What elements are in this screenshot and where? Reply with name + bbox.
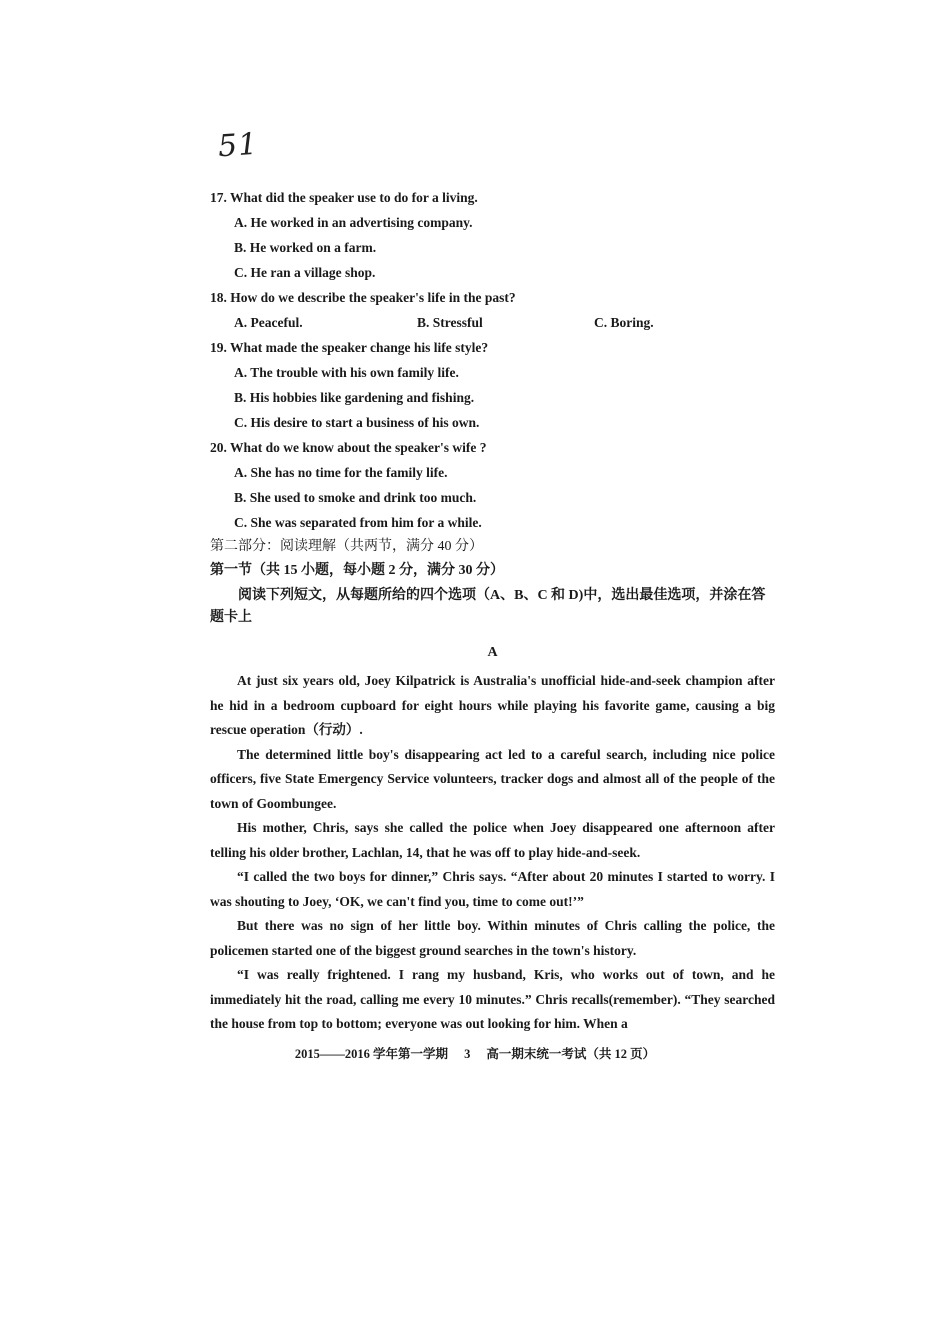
page-footer (0, 1044, 950, 1062)
page-content (210, 185, 775, 1037)
passage-paragraph: But there was no sign of her little boy. Within minutes of Chris calling the police, the policemen started one of the biggest ground searches in the town's history. (210, 918, 775, 958)
question-text: How do we describe the speaker's life in the past? (230, 290, 516, 305)
question-18 (210, 285, 775, 310)
question-number: 20. (210, 440, 227, 455)
question-number: 17. (210, 190, 227, 205)
question-text: What did the speaker use to do for a living. (230, 190, 478, 205)
passage-paragraph: His mother, Chris, says she called the police when Joey disappeared one afternoon after telling his older brother, Lachlan, 14, that he was off to play hide-and-seek. (210, 820, 775, 860)
handwritten-page-mark: 51 (216, 126, 260, 165)
question-19-option-c: C. His desire to start a business of his own. (234, 415, 480, 430)
passage-paragraph: The determined little boy's disappearing act led to a careful search, including nice police officers, five State Emergency Service volunteers, tracker dogs and almost all of the people of the town of Goombungee. (210, 746, 775, 811)
question-number: 18. (210, 290, 227, 305)
question-20-option-b: B. She used to smoke and drink too much. (234, 490, 477, 505)
question-20 (210, 435, 775, 460)
question-17-option-a: A. He worked in an advertising company. (234, 215, 473, 230)
question-number: 19. (210, 340, 227, 355)
footer-year: 2015——2016 学年第一学期 (294, 1047, 449, 1061)
reading-instruction: 阅读下列短文，从每题所给的四个选项（A、B、C 和 D)中，选出最佳选项，并涂在答题卡上 (210, 588, 766, 625)
passage-paragraph: “I called the two boys for dinner,” Chris says. “After about 20 minutes I started to worry. I was shouting to Joey, ‘OK, we can't find you, time to come out!’” (210, 869, 775, 909)
question-text: What do we know about the speaker's wife ? (230, 440, 487, 455)
question-17-option-c: C. He ran a village shop. (234, 265, 376, 280)
footer-exam-title: 高一期末统一考试（共 12 页） (486, 1047, 656, 1061)
question-19-option-a: A. The trouble with his own family life. (234, 365, 459, 380)
part2-heading: 第二部分：阅读理解（共两节，满分 40 分） (210, 539, 483, 554)
question-19 (210, 335, 775, 360)
section1-heading: 第一节（共 15 小题，每小题 2 分，满分 30 分） (210, 563, 504, 578)
question-20-option-a: A. She has no time for the family life. (234, 465, 448, 480)
question-20-option-c: C. She was separated from him for a while. (234, 515, 482, 530)
question-text: What made the speaker change his life style? (230, 340, 489, 355)
question-19-option-b: B. His hobbies like gardening and fishing. (234, 390, 475, 405)
question-17 (210, 185, 775, 210)
question-17-option-b: B. He worked on a farm. (234, 240, 377, 255)
footer-page-number: 3 (464, 1047, 471, 1061)
question-18-option-b: B. Stressful (417, 315, 483, 330)
question-18-option-c: C. Boring. (594, 315, 654, 330)
question-18-option-a: A. Peaceful. (234, 315, 303, 330)
passage-title: A (487, 645, 498, 660)
question-18-options (210, 310, 775, 335)
passage-paragraph: At just six years old, Joey Kilpatrick is Australia's unofficial hide-and-seek champion after he hid in a bedroom cupboard for eight hours while playing his favorite game, causing a big rescue operation（行动）. (210, 673, 775, 737)
passage-paragraph: “I was really frightened. I rang my husband, Kris, who works out of town, and he immediately hit the road, calling me every 10 minutes.” Chris recalls(remember). “They searched the house from top to bottom; everyone was out looking for him. When a (210, 967, 775, 1031)
